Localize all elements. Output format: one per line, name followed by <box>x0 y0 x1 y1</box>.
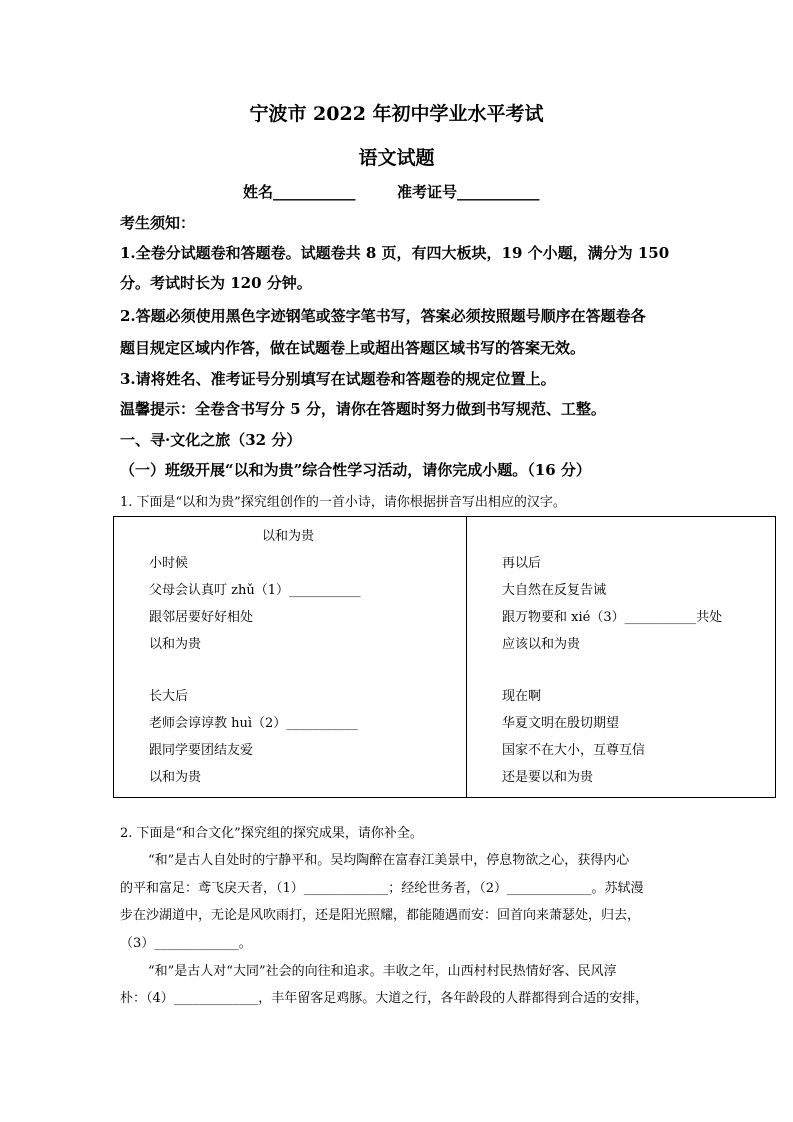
warm-tip: 温馨提示：全卷含书写分 5 分，请你在答题时努力做到书写规范、工整。 <box>120 400 606 418</box>
paragraph-line: 步在沙湖道中，无论是风吹雨打，还是阳光照耀，都能随遇而安：回首向来萧瑟处，归去， <box>120 908 641 923</box>
table-divider <box>466 517 467 797</box>
notice-item-1-cont: 分。考试时长为 120 分钟。 <box>120 274 312 292</box>
subsection-heading: （一）班级开展“以和为贵”综合性学习活动，请你完成小题。（16 分） <box>120 461 591 479</box>
poem-left-line: 以和为贵 <box>149 770 202 785</box>
poem-right-line: 华夏文明在殷切期望 <box>502 716 620 731</box>
page-title: 宁波市 2022 年初中学业水平考试 <box>249 103 544 125</box>
poem-right-line: 还是要以和为贵 <box>502 770 594 785</box>
poem-left-line: 以和为贵 <box>149 637 202 652</box>
notice-item-1: 1.全卷分试题卷和答题卷。试题卷共 8 页，有四大板块，19 个小题，满分为 150 <box>120 244 670 262</box>
poem-right-line: 应该以和为贵 <box>502 637 581 652</box>
question-2-prompt: 2. 下面是“和合文化”探究组的探究成果，请你补全。 <box>120 826 423 841</box>
page-subtitle: 语文试题 <box>358 147 435 169</box>
poem-left-line: 跟同学要团结友爱 <box>149 743 254 758</box>
notice-item-2: 2.答题必须使用黑色字迹钢笔或签字笔书写，答案必须按照题号顺序在答题卷各 <box>120 307 646 325</box>
poem-title: 以和为贵 <box>262 529 315 544</box>
section-heading: 一、寻·文化之旅（32 分） <box>120 431 302 449</box>
poem-left-line: 小时候 <box>149 556 189 571</box>
name-field: 姓名___________ <box>243 183 356 201</box>
paragraph-line: 朴：（4）_____________，丰年留客足鸡豚。大道之行，各年龄段的人群都得到合适的安排， <box>120 991 649 1006</box>
poem-right-line: 大自然在反复告诫 <box>502 583 607 598</box>
poem-right-line: 跟万物要和 xié（3）___________共处 <box>502 610 723 625</box>
notice-item-2-cont: 题目规定区域内作答，做在试题卷上或超出答题区域书写的答案无效。 <box>120 339 586 357</box>
question-1-prompt: 1. 下面是“以和为贵”探究组创作的一首小诗，请你根据拼音写出相应的汉字。 <box>120 495 566 510</box>
exam-id-field: 准考证号___________ <box>397 183 540 201</box>
paragraph-line: （3）_____________。 <box>120 936 252 951</box>
notice-item-3: 3.请将姓名、准考证号分别填写在试题卷和答题卷的规定位置上。 <box>120 370 556 388</box>
paragraph-line: “和”是古人对“大同”社会的向往和追求。丰收之年，山西村村民热情好客、民风淳 <box>148 964 617 979</box>
poem-left-line: 老师会谆谆教 huì（2）___________ <box>149 716 358 731</box>
notice-heading: 考生须知： <box>120 214 196 232</box>
poem-left-line: 父母会认真叮 zhǔ（1）___________ <box>149 583 361 598</box>
paragraph-line: “和”是古人自处时的宁静平和。吴均陶醉在富春江美景中，停息物欲之心，获得内心 <box>148 853 630 868</box>
poem-right-line: 现在啊 <box>502 689 542 704</box>
poem-left-line: 长大后 <box>149 689 189 704</box>
paragraph-line: 的平和富足：鸢飞戾天者，（1）_____________；经纶世务者，（2）_____________。苏轼漫 <box>120 881 644 896</box>
poem-right-line: 再以后 <box>502 556 542 571</box>
poem-right-line: 国家不在大小，互尊互信 <box>502 743 646 758</box>
poem-table <box>113 516 776 798</box>
poem-left-line: 跟邻居要好好相处 <box>149 610 254 625</box>
